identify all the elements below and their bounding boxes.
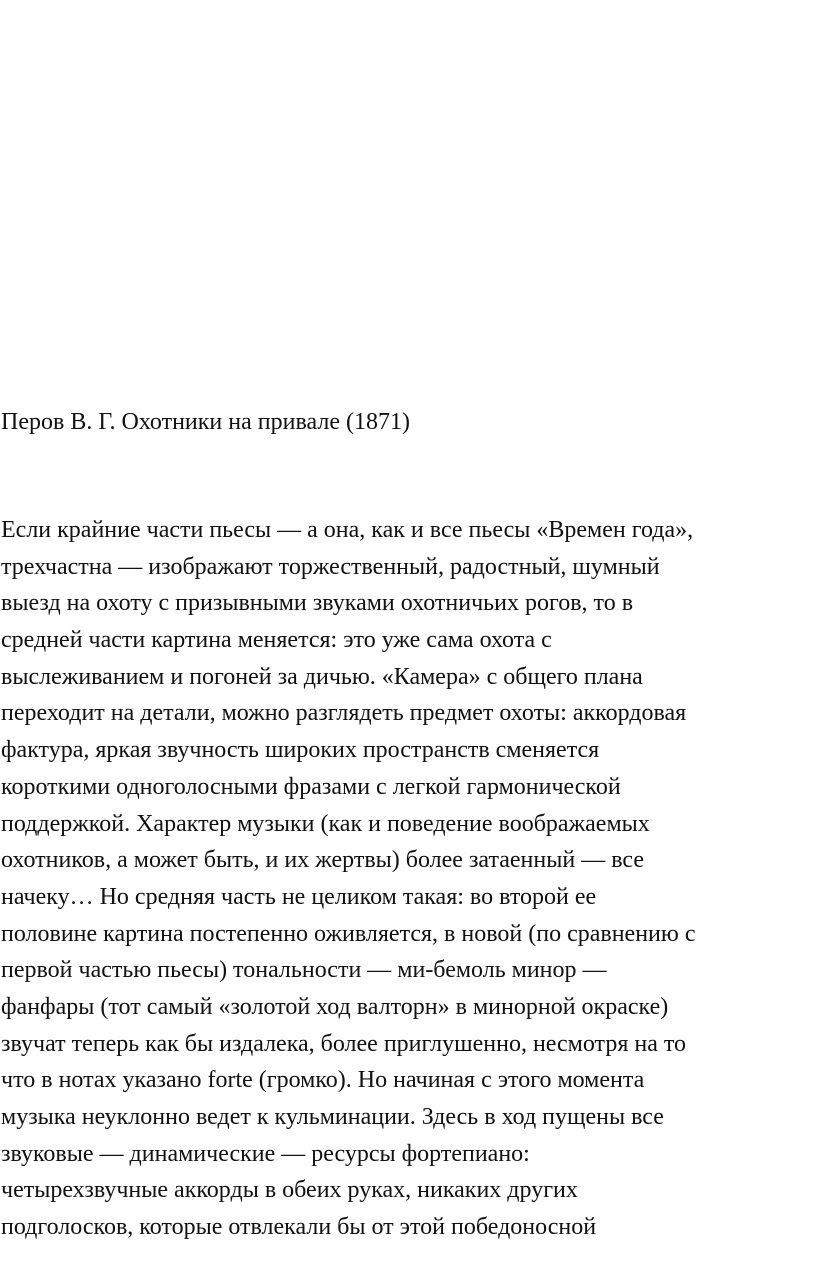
paragraph-line: Если крайние части пьесы — а она, как и все пьесы «Времен года», xyxy=(1,517,694,543)
paragraph-line: короткими одноголосными фразами с легкой гармонической xyxy=(1,773,621,800)
paragraph-line: подголосков, которые отвлекали бы от этой победоносной xyxy=(1,1214,597,1241)
paragraph-line: звучат теперь как бы издалека, более приглушенно, несмотря на то xyxy=(1,1030,687,1057)
image-caption: Перов В. Г. Охотники на привале (1871) xyxy=(1,409,410,435)
paragraph-line: выезд на охоту с призывными звуками охотничьих рогов, то в xyxy=(1,590,634,617)
paragraph-line: четырехзвучные аккорды в обеих руках, никаких других xyxy=(1,1177,578,1204)
paragraph-line: половине картина постепенно оживляется, в новой (по сравнению с xyxy=(1,920,696,947)
paragraph-line: средней части картина меняется: это уже сама охота с xyxy=(1,627,552,654)
paragraph-line: звуковые — динамические — ресурсы фортепиано: xyxy=(1,1140,530,1167)
paragraph-line: фанфары (тот самый «золотой ход валторн» в минорной окраске) xyxy=(1,993,669,1020)
paragraph-line: что в нотах указано forte (громко). Но начиная с этого момента xyxy=(1,1067,645,1094)
paragraph-line: поддержкой. Характер музыки (как и поведение воображаемых xyxy=(1,810,650,837)
paragraph-line: выслеживанием и погоней за дичью. «Камера» с общего плана xyxy=(1,663,643,690)
paragraph-line: фактура, яркая звучность широких пространств сменяется xyxy=(1,737,600,764)
paragraph-line: начеку… Но средняя часть не целиком такая: во второй ее xyxy=(1,883,597,910)
paragraph-line: переходит на детали, можно разглядеть предмет охоты: аккордовая xyxy=(1,700,687,727)
body-paragraph xyxy=(1,512,813,1246)
paragraph-line: музыка неуклонно ведет к кульминации. Здесь в ход пущены все xyxy=(1,1104,664,1130)
paragraph-line: трехчастна — изображают торжественный, радостный, шумный xyxy=(1,553,660,580)
paragraph-line: охотников, а может быть, и их жертвы) более затаенный — все xyxy=(1,847,644,874)
paragraph-line: первой частью пьесы) тональности — ми-бемоль минор — xyxy=(1,957,607,984)
